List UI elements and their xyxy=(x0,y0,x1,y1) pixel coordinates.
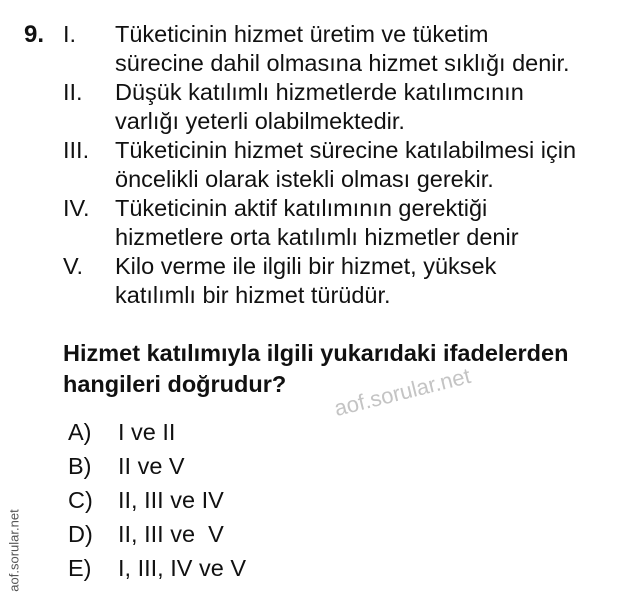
statement-text xyxy=(115,78,620,136)
option-letter: A) xyxy=(68,419,92,445)
statement-line: Düşük katılımlı hizmetlerde katılımcının xyxy=(115,79,524,105)
option-text: I, III, IV ve V xyxy=(118,555,246,581)
statement-line: Tüketicinin hizmet sürecine katılabilmesi için xyxy=(115,137,577,163)
statement-line: Tüketicinin hizmet üretim ve tüketim xyxy=(115,21,489,47)
watermark-side: aof.sorular.net xyxy=(6,509,22,592)
statement-numeral: I. xyxy=(63,21,77,47)
statement-line: katılımlı bir hizmet türüdür. xyxy=(115,282,391,308)
option-letter: C) xyxy=(68,487,93,513)
statement-3 xyxy=(63,136,623,194)
question-prompt xyxy=(63,338,623,400)
statement-4 xyxy=(63,194,623,252)
option-letter: B) xyxy=(68,453,92,479)
statement-2 xyxy=(63,78,623,136)
statement-5 xyxy=(63,252,623,310)
question-line: Hizmet katılımıyla ilgili yukarıdaki ifadelerden xyxy=(63,340,569,366)
statement-line: öncelikli olarak istekli olması gerekir. xyxy=(115,166,494,192)
statement-line: Tüketicinin aktif katılımının gerektiği xyxy=(115,195,488,221)
statement-list xyxy=(63,20,623,310)
option-text: I ve II xyxy=(118,419,176,445)
statement-text xyxy=(115,136,620,194)
statement-numeral: V. xyxy=(63,253,84,279)
statement-line: Kilo verme ile ilgili bir hizmet, yüksek xyxy=(115,253,497,279)
option-text: II ve V xyxy=(118,453,185,479)
option-text: II, III ve V xyxy=(118,521,224,547)
question-line: hangileri doğrudur? xyxy=(63,371,287,397)
statement-text xyxy=(115,20,620,78)
question-number: 9. xyxy=(24,21,45,48)
option-letter: E) xyxy=(68,555,92,581)
statement-line: varlığı yeterli olabilmektedir. xyxy=(115,108,405,134)
statement-line: sürecine dahil olmasına hizmet sıklığı denir. xyxy=(115,50,570,76)
statement-line: hizmetlere orta katılımlı hizmetler denir xyxy=(115,224,519,250)
statement-numeral: IV. xyxy=(63,195,90,221)
watermark-center: aof.sorular.net xyxy=(331,363,474,422)
statement-numeral: II. xyxy=(63,79,83,105)
statement-text xyxy=(115,252,620,310)
statement-1 xyxy=(63,20,623,78)
statement-text xyxy=(115,194,620,252)
statement-numeral: III. xyxy=(63,137,90,163)
option-text: II, III ve IV xyxy=(118,487,224,513)
option-letter: D) xyxy=(68,521,93,547)
